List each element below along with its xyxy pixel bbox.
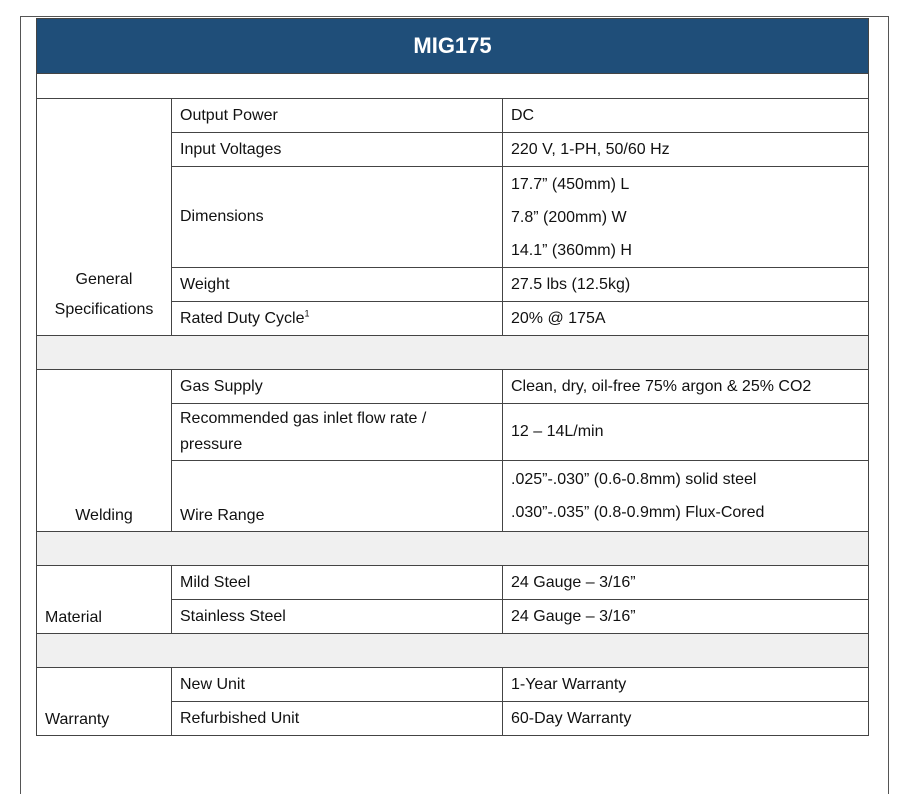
spec-value-line: 7.8” (200mm) W: [511, 208, 627, 226]
spec-name: Dimensions: [172, 167, 503, 268]
spec-value: 12 – 14L/min: [503, 404, 869, 461]
category-material: Material: [37, 566, 172, 634]
spec-name: Rated Duty Cycle: [180, 309, 305, 327]
spec-name: Mild Steel: [172, 566, 503, 600]
spec-value-stack: [503, 461, 869, 532]
spec-name: Stainless Steel: [172, 600, 503, 634]
category-welding: Welding: [37, 370, 172, 532]
spec-name: Gas Supply: [172, 370, 503, 404]
spec-name: Input Voltages: [172, 133, 503, 167]
category-label-line1: General: [75, 271, 133, 288]
spec-name-with-footnote: [172, 302, 503, 336]
spec-value: 24 Gauge – 3/16”: [503, 600, 869, 634]
section-separator: [37, 634, 869, 668]
spec-name: Weight: [172, 268, 503, 302]
spec-value-line: 17.7” (450mm) L: [511, 175, 630, 193]
spec-name-line: Recommended gas inlet flow rate /: [180, 410, 427, 427]
category-warranty: Warranty: [37, 668, 172, 736]
spec-value: 24 Gauge – 3/16”: [503, 566, 869, 600]
category-general-specifications: [37, 99, 172, 336]
spec-value: DC: [503, 99, 869, 133]
spec-value: 60-Day Warranty: [503, 702, 869, 736]
spec-value-stack: [503, 167, 869, 268]
spec-value: 27.5 lbs (12.5kg): [503, 268, 869, 302]
spec-name: New Unit: [172, 668, 503, 702]
spec-name-multiline: [172, 404, 503, 461]
spec-value: Clean, dry, oil-free 75% argon & 25% CO2: [503, 370, 869, 404]
section-separator: [37, 532, 869, 566]
spec-value-line: .030”-.035” (0.8-0.9mm) Flux-Cored: [511, 504, 765, 521]
blank-row: [37, 74, 869, 99]
spec-value-line: 14.1” (360mm) H: [511, 241, 632, 259]
spec-name: Refurbished Unit: [172, 702, 503, 736]
category-label-line2: Specifications: [54, 301, 154, 318]
spec-name-line: pressure: [180, 436, 243, 453]
spec-value: 20% @ 175A: [503, 302, 869, 336]
spec-value: 220 V, 1-PH, 50/60 Hz: [503, 133, 869, 167]
spec-name: Wire Range: [172, 461, 503, 532]
spec-name: Output Power: [172, 99, 503, 133]
spec-value-line: .025”-.030” (0.6-0.8mm) solid steel: [511, 471, 757, 488]
section-separator: [37, 336, 869, 370]
footnote-marker: 1: [304, 308, 310, 319]
spec-value: 1-Year Warranty: [503, 668, 869, 702]
spec-table: [36, 18, 869, 736]
table-title: MIG175: [37, 19, 869, 74]
